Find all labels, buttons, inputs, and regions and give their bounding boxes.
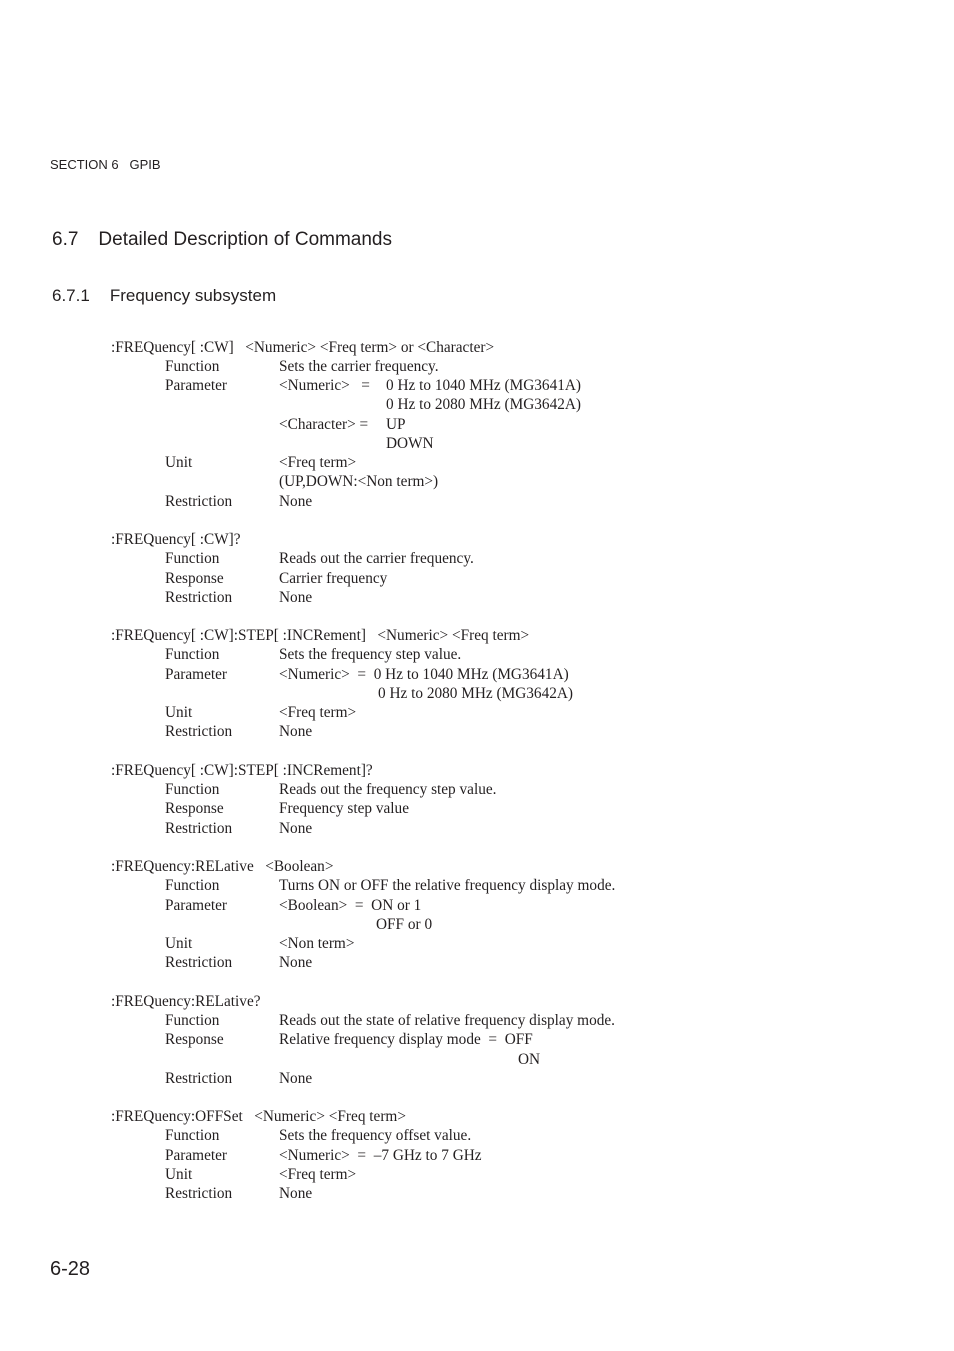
unit-label: Unit [165, 1166, 193, 1183]
restriction-text: None [279, 954, 313, 971]
restriction-text: None [279, 1185, 313, 1202]
subsection-number: 6.7.1 [52, 286, 90, 305]
section-title: Detailed Description of Commands [98, 229, 392, 250]
response-text: ON [518, 1051, 541, 1068]
parameter-name: <Numeric> = [279, 377, 370, 394]
section-number: 6.7 [52, 229, 79, 250]
function-label: Function [165, 781, 220, 798]
response-label: Response [165, 570, 224, 587]
restriction-text: None [279, 589, 313, 606]
function-text: Sets the frequency offset value. [279, 1127, 472, 1144]
parameter-value: <Numeric> = –7 GHz to 7 GHz [279, 1147, 482, 1164]
unit-text: <Freq term> [279, 704, 357, 721]
parameter-value: DOWN [386, 435, 434, 452]
command-syntax: :FREQuency[ :CW]? [111, 531, 241, 548]
response-text: Carrier frequency [279, 570, 388, 587]
response-text: Relative frequency display mode = OFF [279, 1031, 533, 1048]
subsection-title: Frequency subsystem [109, 286, 277, 305]
parameter-value: UP [386, 416, 406, 433]
parameter-name: <Character> = [279, 416, 369, 433]
restriction-label: Restriction [165, 1185, 233, 1202]
command-syntax: :FREQuency:OFFSet <Numeric> <Freq term> [111, 1108, 406, 1125]
function-label: Function [165, 358, 220, 375]
unit-text: (UP,DOWN:<Non term>) [279, 473, 439, 490]
function-text: Sets the carrier frequency. [279, 358, 439, 375]
restriction-text: None [279, 820, 313, 837]
unit-label: Unit [165, 704, 193, 721]
response-label: Response [165, 800, 224, 817]
restriction-label: Restriction [165, 954, 233, 971]
parameter-value: 0 Hz to 2080 MHz (MG3642A) [378, 685, 574, 702]
unit-text: <Freq term> [279, 1166, 357, 1183]
parameter-value: OFF or 0 [376, 916, 433, 933]
parameter-label: Parameter [165, 377, 228, 394]
unit-text: <Freq term> [279, 454, 357, 471]
function-label: Function [165, 646, 220, 663]
restriction-text: None [279, 1070, 313, 1087]
restriction-text: None [279, 493, 313, 510]
restriction-label: Restriction [165, 589, 233, 606]
section-header: SECTION 6 GPIB [50, 157, 161, 172]
command-syntax: :FREQuency[ :CW]:STEP[ :INCRement] <Numeric> <Freq term> [111, 627, 530, 644]
page-number: 6-28 [50, 1258, 91, 1280]
command-syntax: :FREQuency:RELative? [111, 993, 261, 1010]
function-text: Reads out the state of relative frequency display mode. [279, 1012, 615, 1029]
function-label: Function [165, 1012, 220, 1029]
parameter-value: <Numeric> = 0 Hz to 1040 MHz (MG3641A) [279, 666, 569, 683]
command-syntax: :FREQuency[ :CW] <Numeric> <Freq term> or <Character> [111, 339, 495, 356]
restriction-label: Restriction [165, 1070, 233, 1087]
parameter-label: Parameter [165, 897, 228, 914]
function-label: Function [165, 1127, 220, 1144]
restriction-label: Restriction [165, 493, 233, 510]
subsection-heading [52, 286, 276, 306]
function-text: Reads out the carrier frequency. [279, 550, 474, 567]
section-heading [52, 229, 392, 251]
restriction-label: Restriction [165, 723, 233, 740]
function-label: Function [165, 877, 220, 894]
response-label: Response [165, 1031, 224, 1048]
unit-text: <Non term> [279, 935, 355, 952]
parameter-value: 0 Hz to 1040 MHz (MG3641A) [386, 377, 582, 394]
function-text: Sets the frequency step value. [279, 646, 462, 663]
restriction-label: Restriction [165, 820, 233, 837]
parameter-label: Parameter [165, 1147, 228, 1164]
function-text: Turns ON or OFF the relative frequency display mode. [279, 877, 616, 894]
parameter-label: Parameter [165, 666, 228, 683]
response-text: Frequency step value [279, 800, 409, 817]
unit-label: Unit [165, 935, 193, 952]
function-label: Function [165, 550, 220, 567]
command-syntax: :FREQuency:RELative <Boolean> [111, 858, 334, 875]
restriction-text: None [279, 723, 313, 740]
unit-label: Unit [165, 454, 193, 471]
parameter-value: <Boolean> = ON or 1 [279, 897, 422, 914]
function-text: Reads out the frequency step value. [279, 781, 497, 798]
parameter-value: 0 Hz to 2080 MHz (MG3642A) [386, 396, 582, 413]
command-syntax: :FREQuency[ :CW]:STEP[ :INCRement]? [111, 762, 373, 779]
